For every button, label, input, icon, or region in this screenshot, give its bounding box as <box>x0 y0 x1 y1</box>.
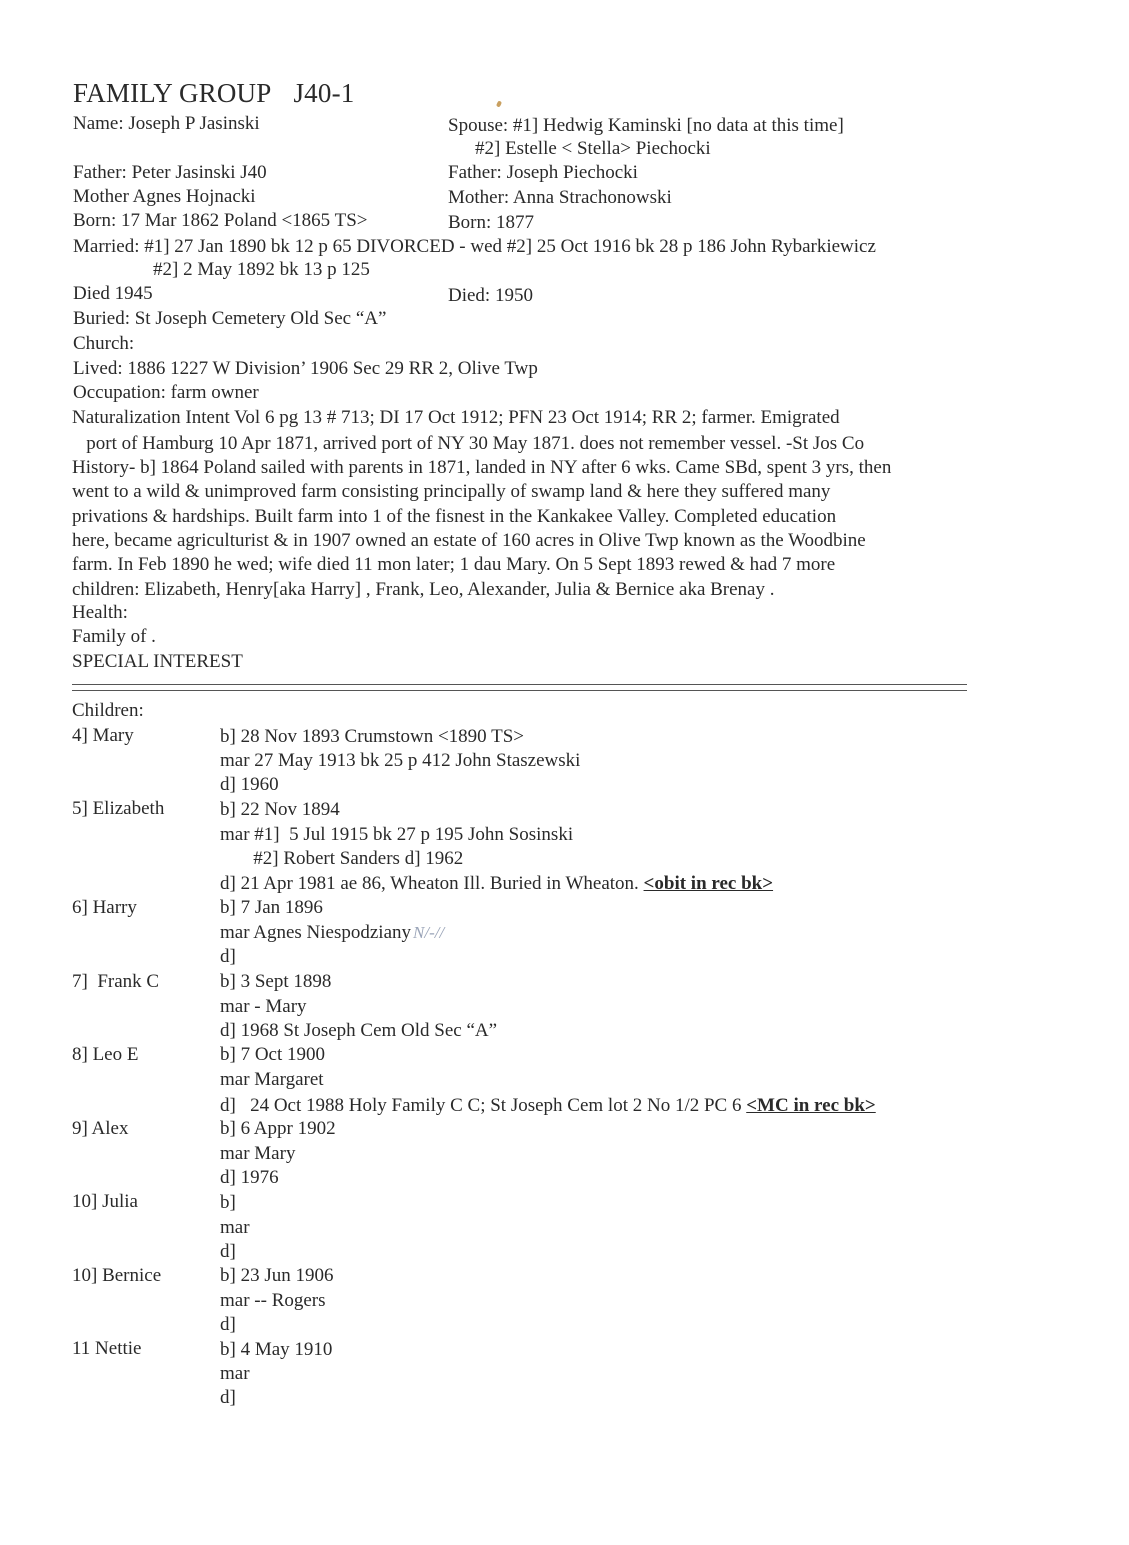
child-detail: b] 22 Nov 1894 <box>220 799 340 820</box>
child-detail <box>220 1095 876 1117</box>
child-detail: mar 27 May 1913 bk 25 p 412 John Staszewski <box>220 750 581 771</box>
narrative-line: Naturalization Intent Vol 6 pg 13 # 713; DI 17 Oct 1912; PFN 23 Oct 1914; RR 2; farmer. Emigrated <box>72 407 840 428</box>
child-detail: b] 7 Jan 1896 <box>220 897 323 918</box>
child-detail: d] 1960 <box>220 774 279 795</box>
lived-line: Lived: 1886 1227 W Division’ 1906 Sec 29 RR 2, Olive Twp <box>73 358 538 379</box>
children-label: Children: <box>72 700 144 721</box>
child-name: 10] Julia <box>72 1191 138 1212</box>
child-detail: mar <box>220 1217 250 1238</box>
child-detail: d] <box>220 946 236 967</box>
death-text: d] 24 Oct 1988 Holy Family C C; St Joseph Cem lot 2 No 1/2 PC 6 <box>220 1095 747 1116</box>
child-detail: mar Margaret <box>220 1069 324 1090</box>
special-interest-heading: SPECIAL INTEREST <box>72 651 243 672</box>
ink-speck <box>496 100 502 107</box>
child-detail: d] 1976 <box>220 1167 279 1188</box>
name-line: Name: Joseph P Jasinski <box>73 113 260 134</box>
child-detail: d] <box>220 1241 236 1262</box>
family-of-line: Family of . <box>72 626 156 647</box>
narrative-line: children: Elizabeth, Henry[aka Harry] , Frank, Leo, Alexander, Julia & Bernice aka Brenay . <box>72 579 775 600</box>
buried-line: Buried: St Joseph Cemetery Old Sec “A” <box>73 308 387 329</box>
narrative-line: port of Hamburg 10 Apr 1871, arrived port of NY 30 May 1871. does not remember vessel. -St Jos Co <box>72 433 865 454</box>
narrative-line: went to a wild & unimproved farm consisting principally of swamp land & here they suffered many <box>72 481 831 502</box>
child-detail: d] <box>220 1314 236 1335</box>
child-name: 8] Leo E <box>72 1044 139 1065</box>
died-right: Died: 1950 <box>448 285 533 306</box>
page-title <box>73 78 354 108</box>
child-name: 5] Elizabeth <box>72 798 165 819</box>
child-name: 4] Mary <box>72 725 134 746</box>
child-detail: b] 28 Nov 1893 Crumstown <1890 TS> <box>220 726 524 747</box>
child-detail: mar Mary <box>220 1143 296 1164</box>
section-divider <box>72 684 967 691</box>
spouse-line-1: Spouse: #1] Hedwig Kaminski [no data at this time] <box>448 115 844 136</box>
child-detail: d] 1968 St Joseph Cem Old Sec “A” <box>220 1020 498 1041</box>
child-detail: b] <box>220 1192 236 1213</box>
death-text: d] 21 Apr 1981 ae 86, Wheaton Ill. Buried in Wheaton. <box>220 873 644 894</box>
married-line-1: Married: #1] 27 Jan 1890 bk 12 p 65 DIVORCED - wed #2] 25 Oct 1916 bk 28 p 186 John Rybarkiewicz <box>73 236 876 257</box>
mc-record-link[interactable]: <MC in rec bk> <box>746 1095 876 1116</box>
child-detail: d] <box>220 1387 236 1408</box>
child-name: 10] Bernice <box>72 1265 162 1286</box>
child-name: 7] Frank C <box>72 971 160 992</box>
died-left: Died 1945 <box>73 283 153 304</box>
occupation-line: Occupation: farm owner <box>73 382 259 403</box>
church-line: Church: <box>73 333 135 354</box>
child-detail: mar -- Rogers <box>220 1290 326 1311</box>
narrative-line: farm. In Feb 1890 he wed; wife died 11 mon later; 1 dau Mary. On 5 Sept 1893 rewed & had 7 more <box>72 554 836 575</box>
married-line-2: #2] 2 May 1892 bk 13 p 125 <box>153 259 370 280</box>
child-detail <box>220 873 773 895</box>
child-detail: mar #1] 5 Jul 1915 bk 27 p 195 John Sosinski <box>220 824 574 845</box>
child-detail: #2] Robert Sanders d] 1962 <box>220 848 464 869</box>
child-detail <box>220 922 444 944</box>
child-detail: b] 6 Appr 1902 <box>220 1118 336 1139</box>
narrative-line: here, became agriculturist & in 1907 owned an estate of 160 acres in Olive Twp known as the Woodbine <box>72 530 866 551</box>
child-detail: b] 7 Oct 1900 <box>220 1044 326 1065</box>
father-right: Father: Joseph Piechocki <box>448 162 638 183</box>
health-line: Health: <box>72 602 128 623</box>
child-detail: b] 3 Sept 1898 <box>220 971 332 992</box>
narrative-line: privations & hardships. Built farm into 1 of the fisnest in the Kankakee Valley. Completed education <box>72 506 837 527</box>
mother-left: Mother Agnes Hojnacki <box>73 186 256 207</box>
child-detail: b] 23 Jun 1906 <box>220 1265 334 1286</box>
handwritten-note: N/-// <box>413 923 445 942</box>
child-name: 9] Alex <box>72 1118 129 1139</box>
child-detail: b] 4 May 1910 <box>220 1339 333 1360</box>
spouse-line-2: #2] Estelle < Stella> Piechocki <box>475 138 711 159</box>
mother-right: Mother: Anna Strachonowski <box>448 187 672 208</box>
narrative-line: History- b] 1864 Poland sailed with parents in 1871, landed in NY after 6 wks. Came SBd, spent 3 yrs, then <box>72 457 892 478</box>
title-text: FAMILY GROUP <box>73 78 272 108</box>
child-detail: mar - Mary <box>220 996 307 1017</box>
family-group-code: J40-1 <box>293 78 355 108</box>
child-name: 11 Nettie <box>72 1338 142 1359</box>
father-left: Father: Peter Jasinski J40 <box>73 162 267 183</box>
born-left: Born: 17 Mar 1862 Poland <1865 TS> <box>73 210 368 231</box>
child-name: 6] Harry <box>72 897 137 918</box>
born-right: Born: 1877 <box>448 212 535 233</box>
obit-record-link[interactable]: <obit in rec bk> <box>643 873 774 894</box>
child-detail: mar <box>220 1363 250 1384</box>
marriage-text: mar Agnes Niespodziany <box>220 922 412 943</box>
